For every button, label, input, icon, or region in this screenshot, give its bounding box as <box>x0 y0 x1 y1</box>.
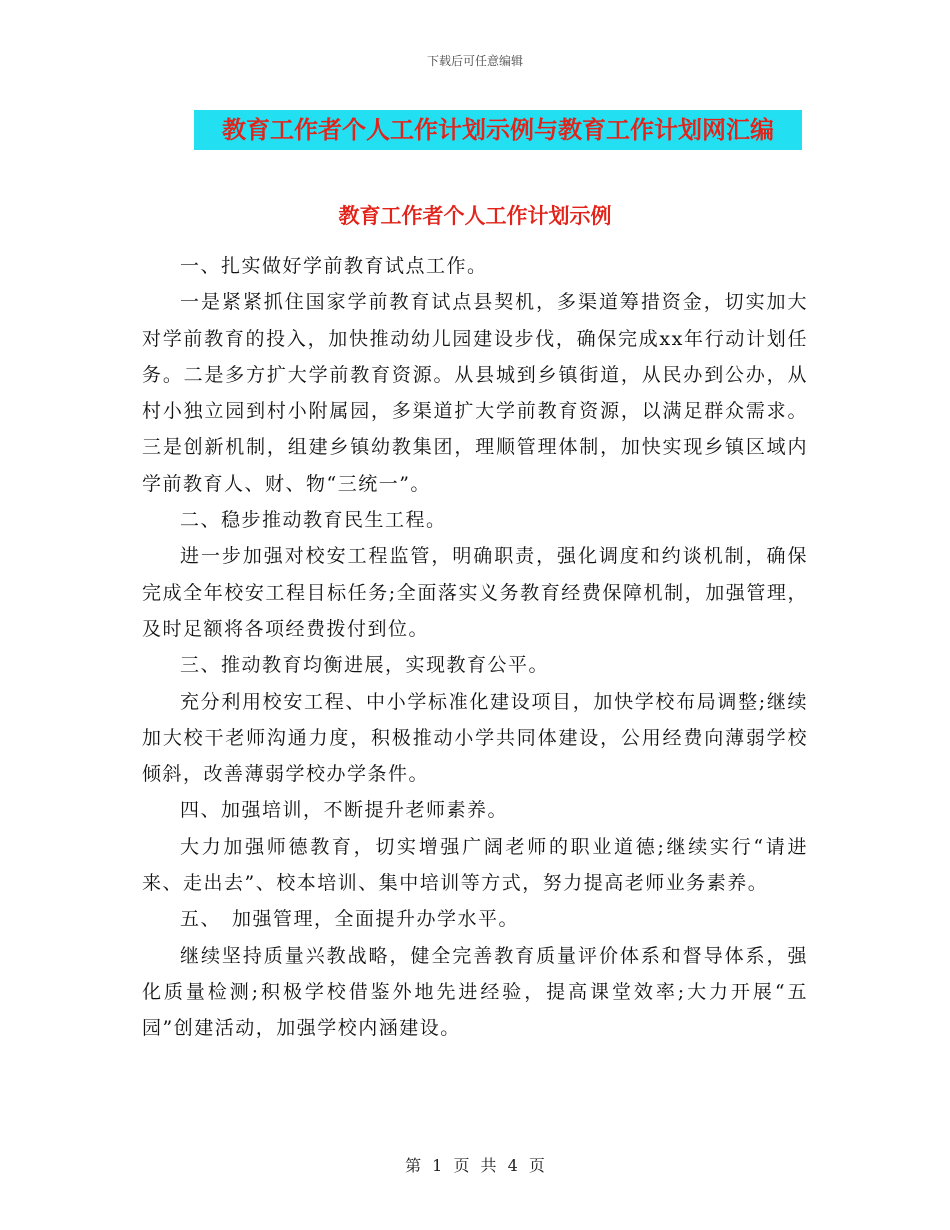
paragraph: 进一步加强对校安工程监管，明确职责，强化调度和约谈机制，确保完成全年校安工程目标任务;全面落实义务教育经费保障机制，加强管理，及时足额将各项经费拨付到位。 <box>142 545 808 640</box>
document-title: 教育工作者个人工作计划示例与教育工作计划网汇编 <box>222 116 774 144</box>
header-note: 下载后可任意编辑 <box>426 54 523 68</box>
section-title: 教育工作者个人工作计划示例 <box>338 204 612 228</box>
paragraph-heading-5: 五、 加强管理，全面提升办学水平。 <box>180 908 520 931</box>
paragraph: 大力加强师德教育，切实增强广阔老师的职业道德;继续实行“请进来、走出去”、校本培训、集中培训等方式，努力提高老师业务素养。 <box>142 835 808 895</box>
paragraph: 充分利用校安工程、中小学标准化建设项目，加快学校布局调整;继续加大校干老师沟通力度，积极推动小学共同体建设，公用经费向薄弱学校倾斜，改善薄弱学校办学条件。 <box>142 690 808 786</box>
title-highlight <box>194 110 802 150</box>
paragraph-heading-4: 四、加强培训，不断提升老师素养。 <box>180 799 509 822</box>
paragraph-heading-1: 一、扎实做好学前教育试点工作。 <box>180 255 488 277</box>
paragraph-heading-2: 二、稳步推动教育民生工程。 <box>180 509 447 532</box>
paragraph: 继续坚持质量兴教战略，健全完善教育质量评价体系和督导体系，强化质量检测;积极学校借鉴外地先进经验，提高课堂效率;大力开展“五园”创建活动，加强学校内涵建设。 <box>142 944 808 1040</box>
paragraph: 一是紧紧抓住国家学前教育试点县契机，多渠道筹措资金，切实加大对学前教育的投入，加快推动幼儿园建设步伐，确保完成xx年行动计划任务。二是多方扩大学前教育资源。从县城到乡镇街道，从民办到公办，从村小独立园到村小附属园，多渠道扩大学前教育资源，以满足群众需求。三是创新机制，组建乡镇幼教集团，理顺管理体制，加快实现乡镇区域内学前教育人、财、物“三统一”。 <box>142 291 808 495</box>
document-body <box>142 248 808 1047</box>
paragraph-heading-3: 三、推动教育均衡进展，实现教育公平。 <box>180 654 550 677</box>
page-number-footer: 第 1 页 共 4 页 <box>405 1156 545 1175</box>
